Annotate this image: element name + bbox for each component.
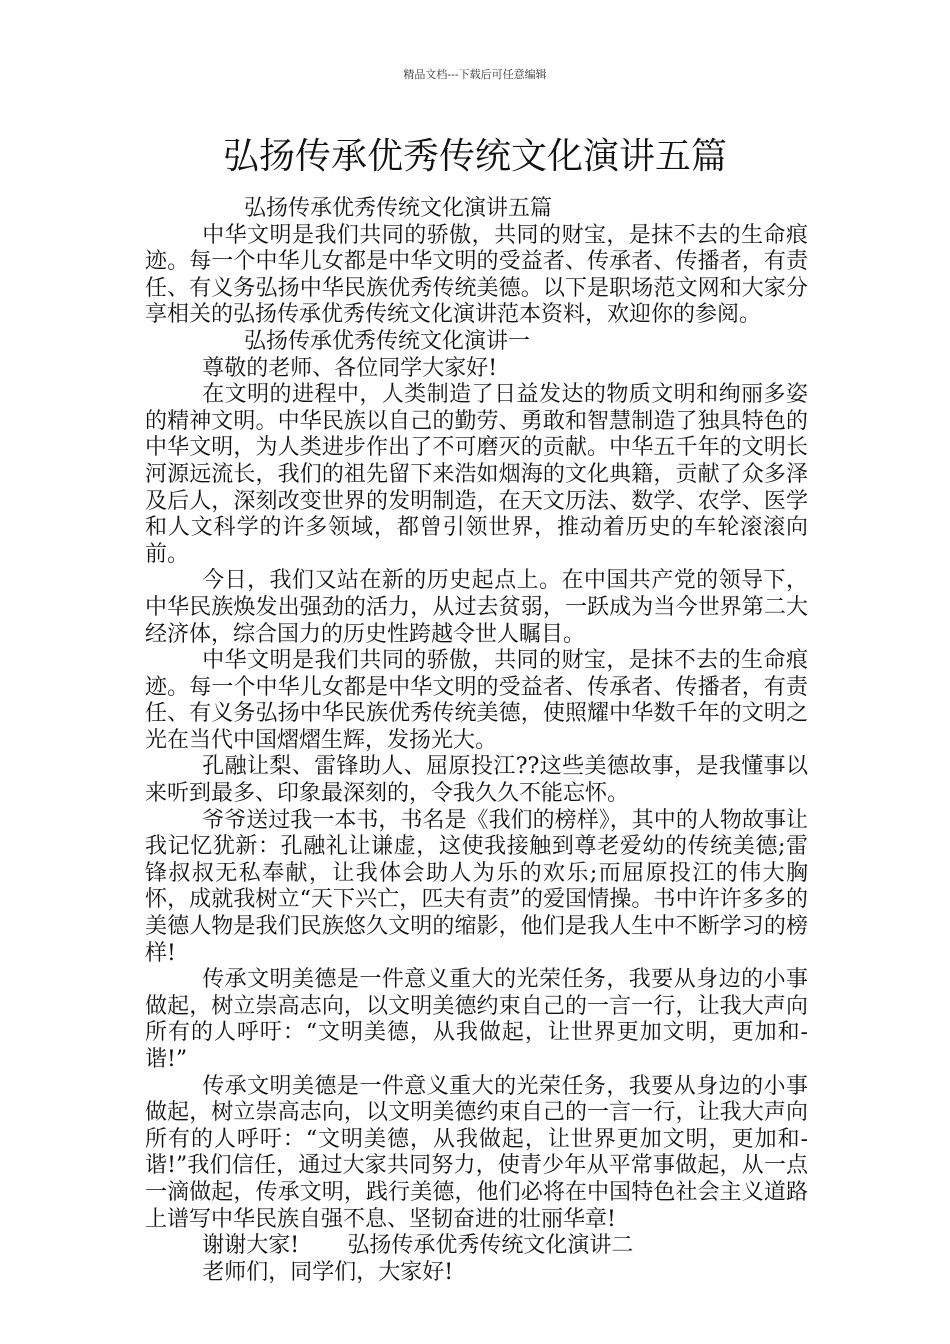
body-paragraph: 传承文明美德是一件意义重大的光荣任务，我要从身边的小事做起，树立崇高志向，以文明美德约束自己的一言一行，让我大声向所有的人呼吁：“文明美德，从我做起，让世界更加文明，更加和-谐!” (145, 967, 808, 1072)
closing-line (145, 1233, 808, 1260)
speech-one-greeting: 尊敬的老师、各位同学大家好! (202, 355, 498, 381)
speech-one-heading: 弘扬传承优秀传统文化演讲一 (244, 328, 531, 354)
body-paragraph: 今日，我们又站在新的历史起点上。在中国共产党的领导下，中华民族焕发出强劲的活力，从过去贫弱，一跃成为当今世界第二大经济体，综合国力的历史性跨越令世人瞩目。 (145, 568, 808, 647)
body-paragraph: 中华文明是我们共同的骄傲，共同的财宝，是抹不去的生命痕迹。每一个中华儿女都是中华文明的受益者、传承者、传播者，有责任、有义务弘扬中华民族优秀传统美德，使照耀中华数千年的文明之光在当代中国熠熠生辉，发扬光大。 (145, 648, 808, 753)
intro-paragraph: 中华文明是我们共同的骄傲，共同的财宝，是抹不去的生命痕迹。每一个中华儿女都是中华文明的受益者、传承者、传播者，有责任、有义务弘扬中华民族优秀传统美德。以下是职场范文网和大家分享相关的弘扬传承优秀传统文化演讲范本资料，欢迎你的参阅。 (145, 222, 808, 328)
body-paragraph: 在文明的进程中，人类制造了日益发达的物质文明和绚丽多姿的精神文明。中华民族以自己的勤劳、勇敢和智慧制造了独具特色的中华文明，为人类进步作出了不可磨灭的贡献。中华五千年的文明长河源远流长，我们的祖先留下来浩如烟海的文化典籍，贡献了众多泽及后人，深刻改变世界的发明制造，在天文历法、数学、农学、医学和人文科学的许多领域，都曾引领世界，推动着历史的车轮滚滚向前。 (145, 382, 808, 567)
document-body (145, 196, 808, 1286)
body-paragraph: 孔融让梨、雷锋助人、屈原投江??这些美德故事，是我懂事以来听到最多、印象最深刻的，令我久久不能忘怀。 (145, 754, 808, 807)
body-paragraph: 爷爷送过我一本书，书名是《我们的榜样》，其中的人物故事让我记忆犹新：孔融礼让谦虚，这使我接触到尊老爱幼的传统美德;雷锋叔叔无私奉献，让我体会助人为乐的欢乐;而屈原投江的伟大胸怀，成就我树立“天下兴亡，匹夫有责”的爱国情操。书中许许多多的美德人物是我们民族悠久文明的缩影，他们是我人生中不断学习的榜样! (145, 807, 808, 966)
thanks-text: 谢谢大家! (202, 1233, 300, 1259)
page-header-note: 精品文档---下载后可任意编辑 (403, 68, 547, 81)
document-subtitle: 弘扬传承优秀传统文化演讲五篇 (244, 196, 553, 221)
speech-two-greeting: 老师们，同学们，大家好! (202, 1259, 454, 1285)
speech-two-heading: 弘扬传承优秀传统文化演讲二 (347, 1233, 634, 1259)
body-paragraph: 传承文明美德是一件意义重大的光荣任务，我要从身边的小事做起，树立崇高志向，以文明美德约束自己的一言一行，让我大声向所有的人呼吁：“文明美德，从我做起，让世界更加文明，更加和-谐!”我们信任，通过大家共同努力，使青少年从平常事做起，从一点一滴做起，传承文明，践行美德，他们必将在中国特色社会主义道路上谱写中华民族自强不息、坚韧奋进的壮丽华章! (145, 1073, 808, 1232)
document-title: 弘扬传承优秀传统文化演讲五篇 (222, 136, 727, 177)
